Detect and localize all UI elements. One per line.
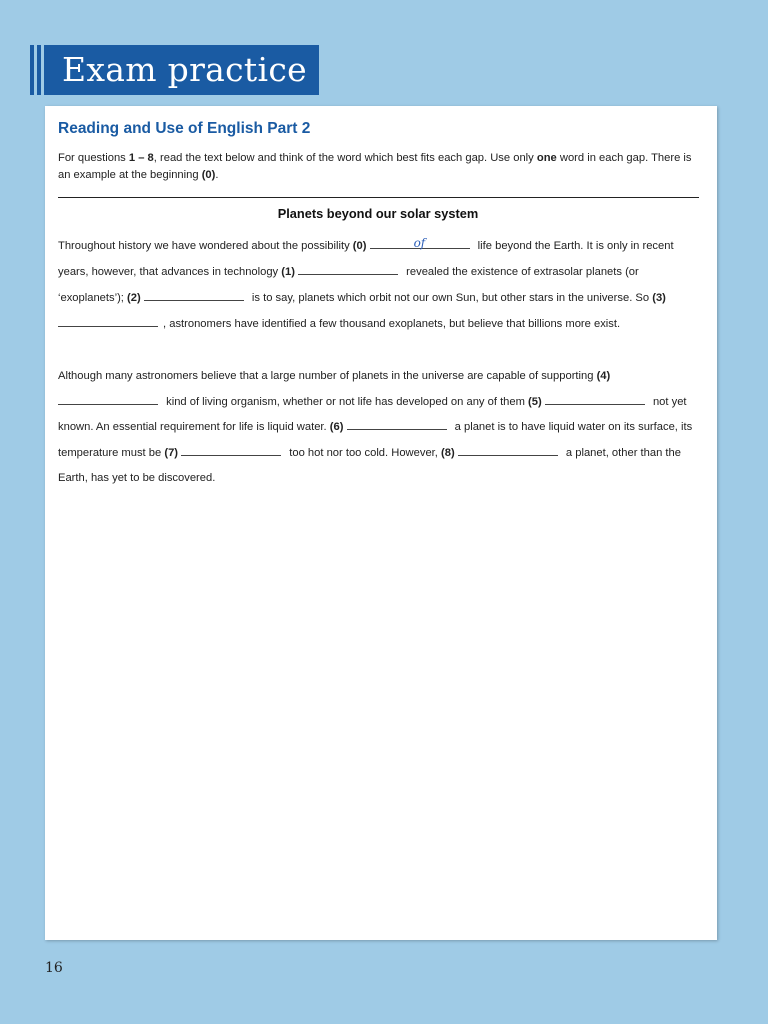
gap-number: (2): [127, 292, 141, 304]
instr-text: For questions: [58, 152, 129, 164]
exam-practice-banner: [30, 45, 319, 95]
gap-6[interactable]: [347, 418, 447, 430]
text-run: Throughout history we have wondered about the possibility: [58, 240, 353, 252]
text-run: a planet is to have liquid water on its surface, its temperature must be: [58, 421, 693, 459]
text-title: Planets beyond our solar system: [277, 206, 479, 221]
instr-example: (0): [201, 169, 216, 181]
text-run: not yet known. An essential requirement for life is liquid water.: [58, 395, 687, 433]
paragraph-1: [58, 233, 704, 337]
text-run: revealed the existence of extrasolar planets (or ‘exoplanets’);: [58, 266, 639, 304]
gap-4[interactable]: [58, 393, 158, 405]
instr-text: .: [215, 169, 219, 181]
page-title: Exam practice: [44, 45, 319, 95]
banner-stripe: [30, 45, 34, 95]
instr-text: , read the text below and think of the word which best fits each gap. Use only: [153, 152, 537, 164]
text-run: life beyond the Earth. It is only in recent years, however, that advances in technology: [58, 240, 674, 278]
instr-range: 1 – 8: [128, 152, 154, 164]
section-title-bold: Reading and Use of English: [58, 120, 263, 137]
text-run: , astronomers have identified a few thousand exoplanets, but believe that billions more exist.: [163, 318, 621, 330]
text-run: kind of living organism, whether or not life has developed on any of them: [163, 395, 529, 408]
gap-number: (6): [329, 421, 344, 433]
gap-2[interactable]: [144, 289, 244, 301]
divider: [58, 197, 699, 198]
gap-number: (3): [652, 292, 666, 304]
gap-7[interactable]: [181, 444, 281, 456]
page-number: 16: [45, 960, 63, 976]
section-title: [58, 120, 310, 138]
gap-number: (4): [596, 370, 611, 382]
text-run: is to say, planets which orbit not our own Sun, but other stars in the universe. So: [248, 292, 653, 304]
paragraph-2: [58, 364, 704, 492]
gap-number: (0): [352, 240, 367, 252]
text-run: a planet, other than the Earth, has yet to be discovered.: [58, 446, 681, 484]
gap-0: [370, 237, 470, 249]
gap-number: (8): [441, 446, 455, 459]
instructions: [58, 150, 703, 184]
gap-number: (5): [528, 395, 542, 408]
exercise-sheet: [45, 106, 717, 940]
gap-number: (1): [281, 266, 295, 278]
gap-3[interactable]: [58, 315, 158, 327]
text-run: Although many astronomers believe that a large number of planets in the universe are capable of supporting: [58, 370, 597, 382]
gap-1[interactable]: [298, 263, 398, 275]
instr-one: one: [536, 152, 557, 164]
banner-stripe: [37, 45, 41, 95]
instr-text: word in each gap. There is an example at the beginning: [58, 152, 692, 181]
example-answer: of: [413, 236, 426, 250]
text-run: too hot nor too cold. However,: [286, 446, 441, 459]
gap-8[interactable]: [458, 444, 558, 456]
gap-5[interactable]: [545, 393, 645, 405]
gap-number: (7): [164, 446, 179, 459]
section-title-part: Part 2: [262, 120, 311, 137]
